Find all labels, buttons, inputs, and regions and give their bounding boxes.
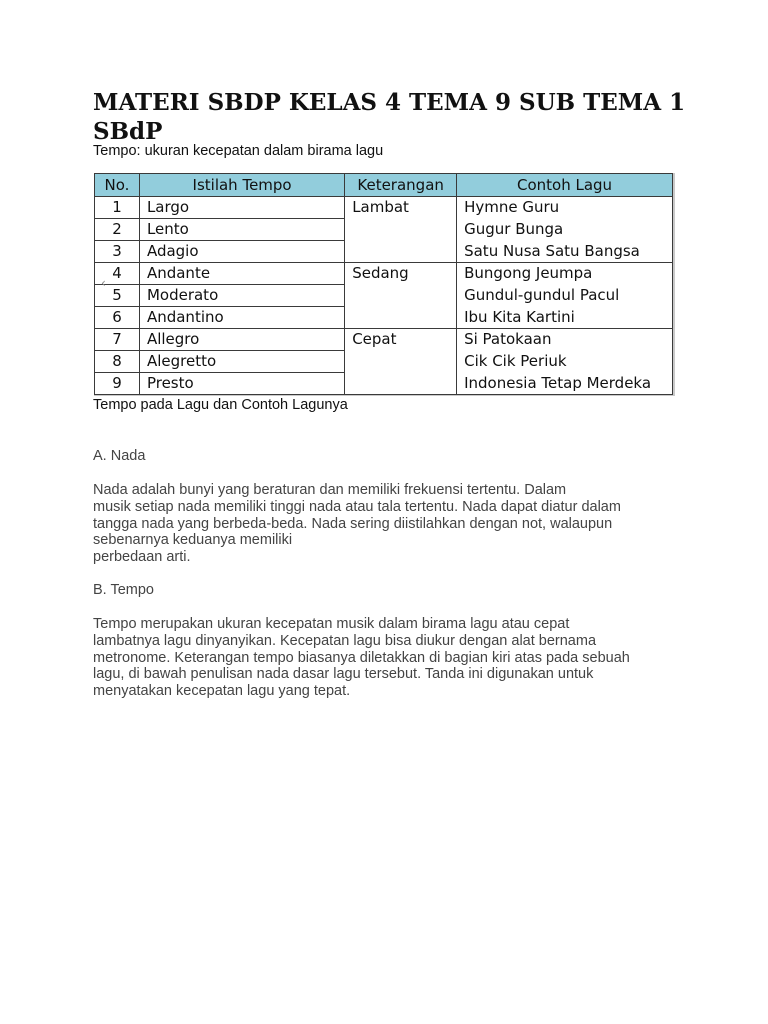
cell-contoh: Hymne Guru [457,197,673,219]
table-row [95,329,673,351]
cell-contoh: Bungong Jeumpa [457,263,673,285]
paragraph-line: tangga nada yang berbeda-beda. Nada sering diistilahkan dengan not, walaupun [93,515,613,532]
section-heading-tempo: B. Tempo [93,582,154,598]
cell-istilah: Andantino [139,307,344,329]
cell-contoh: Indonesia Tetap Merdeka [457,373,673,395]
cell-no: 7 [95,329,140,351]
cell-istilah: Adagio [139,241,344,263]
cell-keterangan: Cepat [345,329,457,395]
table-caption: Tempo pada Lagu dan Contoh Lagunya [93,397,348,413]
cell-istilah: Andante [139,263,344,285]
cell-istilah: Lento [139,219,344,241]
paragraph-line: musik setiap nada memiliki tinggi nada atau tala tertentu. Nada dapat diatur dalam [93,498,621,515]
paragraph-nada [93,482,683,566]
paragraph-line: lagu, di bawah penulisan nada dasar lagu tersebut. Tanda ini digunakan untuk [93,666,594,683]
cell-no: 9 [95,373,140,395]
cell-no: 2 [95,219,140,241]
cell-keterangan: Sedang [345,263,457,329]
paragraph-line: Tempo merupakan ukuran kecepatan musik dalam birama lagu atau cepat [93,616,570,632]
cell-no: 5 [95,285,140,307]
paragraph-line: perbedaan arti. [93,549,191,566]
paragraph-line: sebenarnya keduanya memiliki [93,532,293,549]
cell-no: 6 [95,307,140,329]
subtitle: Tempo: ukuran kecepatan dalam birama lagu [93,143,384,159]
table-row [95,263,673,285]
paragraph-tempo [93,616,683,700]
cell-istilah: Presto [139,373,344,395]
cell-istilah: Allegro [139,329,344,351]
paragraph-line: menyatakan kecepatan lagu yang tepat. [93,683,351,700]
header-istilah-tempo: Istilah Tempo [139,174,344,197]
cell-no: 4 [95,263,140,285]
header-keterangan: Keterangan [345,174,457,197]
section-heading-nada: A. Nada [93,448,146,464]
table-header-row [95,174,673,197]
cell-istilah: Largo [139,197,344,219]
table-row [95,197,673,219]
tempo-table-image [94,173,675,396]
cell-istilah: Alegretto [139,351,344,373]
cell-contoh: Gugur Bunga [457,219,673,241]
cell-contoh: Cik Cik Periuk [457,351,673,373]
paragraph-line: metronome. Keterangan tempo biasanya diletakkan di bagian kiri atas pada sebuah [93,649,630,666]
cell-istilah: Moderato [139,285,344,307]
cell-no: 3 [95,241,140,263]
cell-contoh: Ibu Kita Kartini [457,307,673,329]
cell-contoh: Satu Nusa Satu Bangsa [457,241,673,263]
page-title: MATERI SBDP KELAS 4 TEMA 9 SUB TEMA 1 SBdP [93,89,686,145]
cell-contoh: Si Patokaan [457,329,673,351]
header-no: No. [95,174,140,197]
chevron-left-icon: ‹ [101,276,106,290]
header-contoh-lagu: Contoh Lagu [457,174,673,197]
paragraph-line: Nada adalah bunyi yang beraturan dan memiliki frekuensi tertentu. Dalam [93,482,567,498]
cell-keterangan: Lambat [345,197,457,263]
cell-no: 1 [95,197,140,219]
tempo-table [94,173,673,395]
cell-no: 8 [95,351,140,373]
cell-contoh: Gundul-gundul Pacul [457,285,673,307]
paragraph-line: lambatnya lagu dinyanyikan. Kecepatan lagu bisa diukur dengan alat bernama [93,632,597,649]
